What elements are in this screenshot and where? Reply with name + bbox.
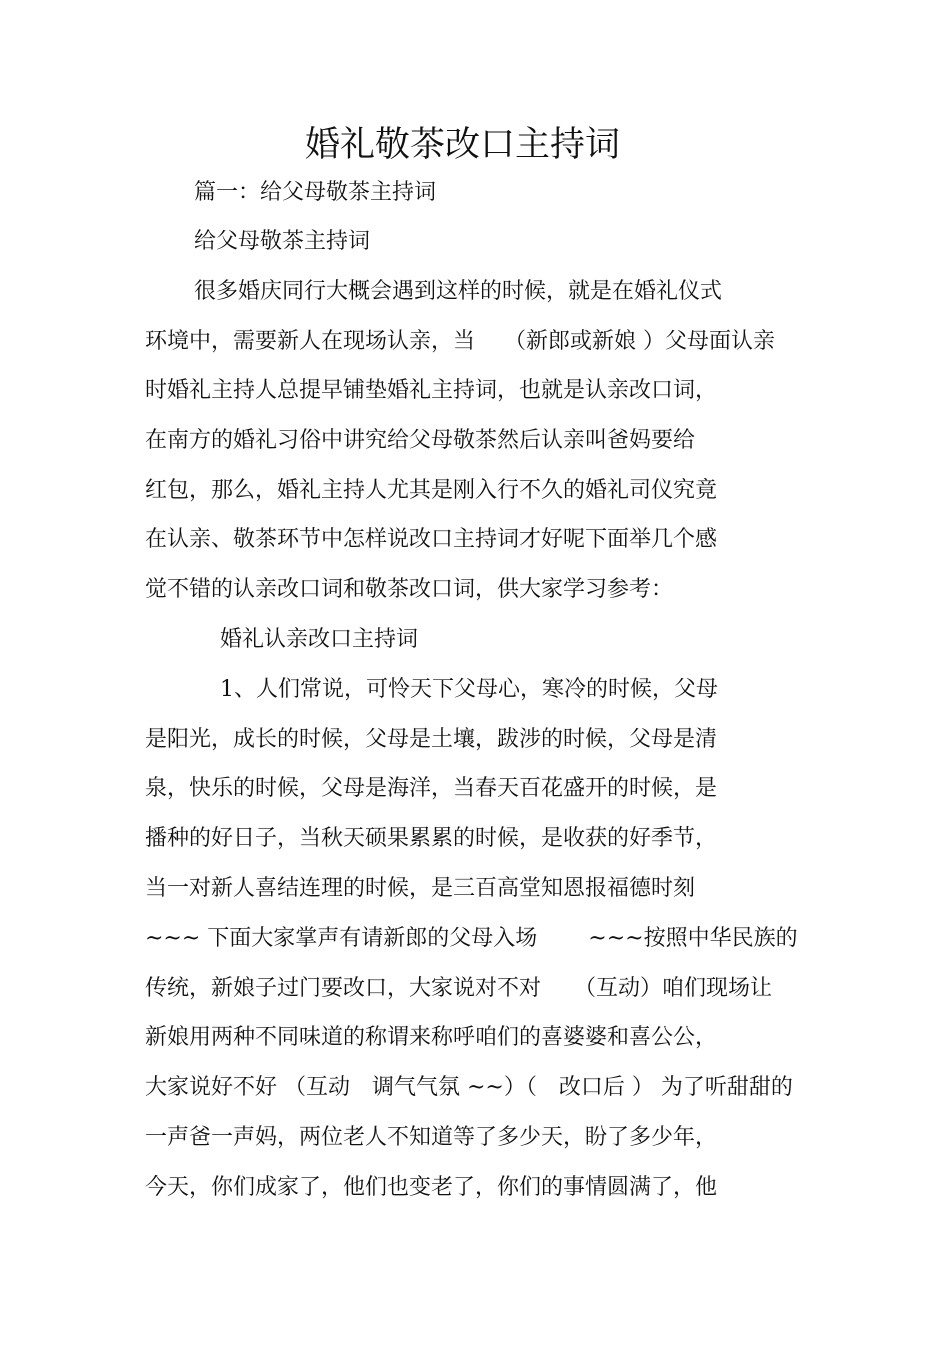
- paragraph-line: 一声爸一声妈，两位老人不知道等了多少天，盼了多少年，: [145, 1125, 718, 1150]
- paragraph-line: 播种的好日子，当秋天硕果累累的时候，是收获的好季节，: [145, 826, 718, 851]
- paragraph-line: 大家说好不好 （互动 调气气氛 ~~）（ 改口后 ） 为了听甜甜的: [145, 1075, 793, 1100]
- paragraph-line: 当一对新人喜结连理的时候，是三百高堂知恩报福德时刻: [145, 876, 696, 901]
- paragraph-line: 今天，你们成家了，他们也变老了，你们的事情圆满了，他: [145, 1175, 718, 1200]
- section-heading: 篇一：给父母敬茶主持词: [194, 180, 437, 205]
- paragraph-line: 很多婚庆同行大概会遇到这样的时候，就是在婚礼仪式: [194, 279, 723, 304]
- paragraph-line: 1、人们常说，可怜天下父母心，寒冷的时候，父母: [220, 677, 718, 702]
- paragraph-line: 是阳光，成长的时候，父母是土壤，跋涉的时候，父母是清: [145, 727, 718, 752]
- paragraph-line: 泉，快乐的时候，父母是海洋，当春天百花盛开的时候，是: [145, 776, 718, 801]
- document-title: 婚礼敬茶改口主持词: [304, 125, 620, 165]
- paragraph-line: 红包，那么，婚礼主持人尤其是刚入行不久的婚礼司仪究竟: [145, 478, 718, 503]
- paragraph-line: 时婚礼主持人总提早铺垫婚礼主持词，也就是认亲改口词，: [145, 378, 718, 403]
- paragraph-line: 传统，新娘子过门要改口，大家说对不对 （互动）咱们现场让: [145, 976, 773, 1001]
- subsection-heading: 婚礼认亲改口主持词: [220, 627, 419, 652]
- paragraph-line: 环境中，需要新人在现场认亲，当 （新郎或新娘 ）父母面认亲: [145, 329, 775, 354]
- paragraph-line: 觉不错的认亲改口词和敬茶改口词，供大家学习参考：: [145, 577, 674, 602]
- subheading: 给父母敬茶主持词: [194, 229, 371, 254]
- paragraph-line: 新娘用两种不同味道的称谓来称呼咱们的喜婆婆和喜公公，: [145, 1025, 718, 1050]
- paragraph-line: 在南方的婚礼习俗中讲究给父母敬茶然后认亲叫爸妈要给: [145, 428, 696, 453]
- paragraph-line: 在认亲、敬茶环节中怎样说改口主持词才好呢下面举几个感: [145, 527, 718, 552]
- paragraph-line: ~~~ 下面大家掌声有请新郎的父母入场 ~~~按照中华民族的: [145, 926, 798, 951]
